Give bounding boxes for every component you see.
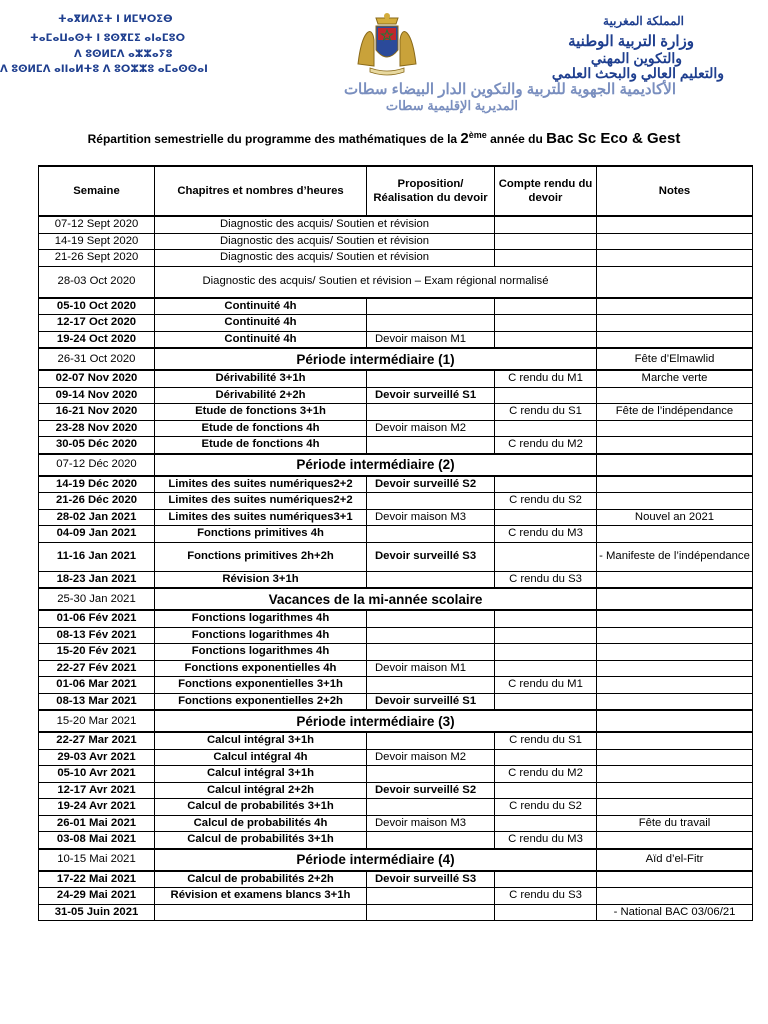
devoir-cell: Devoir surveillé S2 — [367, 476, 495, 493]
table-row — [39, 660, 753, 677]
table-row — [39, 250, 753, 267]
table-row — [39, 266, 753, 298]
chapter-cell: Calcul de probabilités 4h — [155, 815, 367, 832]
notes-cell — [597, 782, 753, 799]
compte-cell: C rendu du S3 — [495, 888, 597, 905]
notes-cell — [597, 298, 753, 315]
compte-cell — [495, 871, 597, 888]
chapter-cell: Révision et examens blancs 3+1h — [155, 888, 367, 905]
week-cell: 21-26 Sept 2020 — [39, 250, 155, 267]
table-row — [39, 387, 753, 404]
notes-cell: - Manifeste de l’indépendance — [597, 542, 753, 571]
period-label: Période intermédiaire (1) — [155, 348, 597, 370]
title-prefix: Répartition semestrielle du programme des mathématiques de la — [87, 132, 461, 146]
table-row — [39, 766, 753, 783]
week-cell: 14-19 Déc 2020 — [39, 476, 155, 493]
chapter-cell: Calcul intégral 2+2h — [155, 782, 367, 799]
chapter-cell: Diagnostic des acquis/ Soutien et révision — [155, 250, 495, 267]
notes-cell — [597, 660, 753, 677]
table-row — [39, 370, 753, 387]
notes-cell — [597, 454, 753, 476]
notes-cell: Fête du travail — [597, 815, 753, 832]
devoir-cell — [367, 437, 495, 454]
week-cell: 10-15 Mai 2021 — [39, 849, 155, 871]
coat-of-arms-icon — [352, 10, 422, 76]
devoir-cell: Devoir maison M2 — [367, 749, 495, 766]
devoir-cell — [367, 370, 495, 387]
week-cell: 28-02 Jan 2021 — [39, 509, 155, 526]
week-cell: 28-03 Oct 2020 — [39, 266, 155, 298]
compte-cell — [495, 216, 597, 233]
table-row — [39, 476, 753, 493]
header-row — [39, 166, 753, 216]
week-cell: 02-07 Nov 2020 — [39, 370, 155, 387]
compte-cell — [495, 331, 597, 348]
tifinagh-line: ⵜⴰⴳⵍⴷⵉⵜ ⵏ ⵍⵎⵖⵔⵉⴱ — [58, 14, 173, 25]
notes-cell — [597, 627, 753, 644]
tifinagh-line: ⴷ ⵓⵙⵍⵎⴷ ⴰⵏⵏⴰⵍⵜⵓ ⴷ ⵓⵔⵣⵣⵓ ⴰⵎⴰⵙⵙⴰⵏ — [0, 64, 208, 75]
compte-cell — [495, 749, 597, 766]
notes-cell — [597, 331, 753, 348]
notes-cell — [597, 266, 753, 298]
compte-cell: C rendu du M2 — [495, 766, 597, 783]
devoir-cell — [367, 677, 495, 694]
notes-cell — [597, 832, 753, 849]
devoir-cell: Devoir surveillé S1 — [367, 693, 495, 710]
notes-cell — [597, 476, 753, 493]
week-cell: 07-12 Déc 2020 — [39, 454, 155, 476]
compte-cell — [495, 904, 597, 921]
chapter-cell: Calcul intégral 3+1h — [155, 732, 367, 749]
week-cell: 12-17 Avr 2021 — [39, 782, 155, 799]
week-cell: 07-12 Sept 2020 — [39, 216, 155, 233]
week-cell: 29-03 Avr 2021 — [39, 749, 155, 766]
table-row — [39, 749, 753, 766]
chapter-cell: Limites des suites numériques2+2 — [155, 476, 367, 493]
column-header: Semaine — [39, 166, 155, 216]
chapter-cell: Diagnostic des acquis/ Soutien et révision — [155, 233, 495, 250]
notes-cell — [597, 437, 753, 454]
column-header: Chapitres et nombres d’heures — [155, 166, 367, 216]
week-cell: 24-29 Mai 2021 — [39, 888, 155, 905]
notes-cell — [597, 233, 753, 250]
notes-cell — [597, 871, 753, 888]
week-cell: 19-24 Oct 2020 — [39, 331, 155, 348]
compte-cell: C rendu du M1 — [495, 677, 597, 694]
notes-cell — [597, 588, 753, 610]
notes-cell — [597, 888, 753, 905]
week-cell: 22-27 Mar 2021 — [39, 732, 155, 749]
table-row — [39, 348, 753, 370]
compte-cell — [495, 315, 597, 332]
period-label: Vacances de la mi-année scolaire — [155, 588, 597, 610]
table-row — [39, 782, 753, 799]
compte-cell: C rendu du S2 — [495, 493, 597, 510]
chapter-cell: Calcul de probabilités 3+1h — [155, 799, 367, 816]
devoir-cell — [367, 644, 495, 661]
chapter-cell: Fonctions logarithmes 4h — [155, 627, 367, 644]
compte-cell — [495, 250, 597, 267]
title-ordinal-sup: ème — [468, 130, 487, 140]
week-cell: 23-28 Nov 2020 — [39, 420, 155, 437]
compte-cell — [495, 660, 597, 677]
notes-cell — [597, 644, 753, 661]
table-row — [39, 404, 753, 421]
table-row — [39, 315, 753, 332]
table-row — [39, 832, 753, 849]
devoir-cell — [367, 571, 495, 588]
table-row — [39, 454, 753, 476]
title-ordinal: 2 — [460, 130, 469, 147]
table-row — [39, 732, 753, 749]
week-cell: 05-10 Avr 2021 — [39, 766, 155, 783]
devoir-cell: Devoir surveillé S2 — [367, 782, 495, 799]
arabic-line: الأكاديمية الجهوية للتربية والتكوين الدار البيضاء سطات — [343, 81, 676, 98]
chapter-cell: Continuité 4h — [155, 315, 367, 332]
table-row — [39, 571, 753, 588]
table-row — [39, 815, 753, 832]
devoir-cell — [367, 766, 495, 783]
arabic-line: المديرية الإقليمية سطات — [385, 98, 518, 113]
table-row — [39, 420, 753, 437]
table-row — [39, 677, 753, 694]
compte-cell: C rendu du M3 — [495, 832, 597, 849]
week-cell: 08-13 Mar 2021 — [39, 693, 155, 710]
week-cell: 17-22 Mai 2021 — [39, 871, 155, 888]
week-cell: 31-05 Juin 2021 — [39, 904, 155, 921]
compte-cell — [495, 387, 597, 404]
table-row — [39, 710, 753, 732]
chapter-cell: Etude de fonctions 4h — [155, 437, 367, 454]
devoir-cell — [367, 732, 495, 749]
notes-cell — [597, 387, 753, 404]
notes-cell — [597, 571, 753, 588]
compte-cell — [495, 420, 597, 437]
week-cell: 19-24 Avr 2021 — [39, 799, 155, 816]
compte-cell — [495, 644, 597, 661]
notes-cell: Fête de l’indépendance — [597, 404, 753, 421]
compte-cell: C rendu du S2 — [495, 799, 597, 816]
week-cell: 12-17 Oct 2020 — [39, 315, 155, 332]
compte-cell — [495, 610, 597, 627]
chapter-cell: Calcul de probabilités 2+2h — [155, 871, 367, 888]
table-row — [39, 871, 753, 888]
table-row — [39, 799, 753, 816]
table-row — [39, 526, 753, 543]
table-row — [39, 888, 753, 905]
column-header: Notes — [597, 166, 753, 216]
notes-cell: Aïd d’el-Fitr — [597, 849, 753, 871]
week-cell: 22-27 Fév 2021 — [39, 660, 155, 677]
devoir-cell — [367, 904, 495, 921]
notes-cell — [597, 420, 753, 437]
page-title — [0, 130, 768, 147]
notes-cell — [597, 677, 753, 694]
compte-cell: C rendu du S1 — [495, 404, 597, 421]
period-label: Période intermédiaire (2) — [155, 454, 597, 476]
chapter-cell: Fonctions primitives 4h — [155, 526, 367, 543]
compte-cell — [495, 627, 597, 644]
table-row — [39, 542, 753, 571]
devoir-cell — [367, 888, 495, 905]
week-cell: 05-10 Oct 2020 — [39, 298, 155, 315]
devoir-cell: Devoir surveillé S3 — [367, 542, 495, 571]
table-row — [39, 904, 753, 921]
schedule-table — [38, 165, 753, 921]
compte-cell: C rendu du S1 — [495, 732, 597, 749]
chapter-cell: Calcul de probabilités 3+1h — [155, 832, 367, 849]
arabic-line: والتكوين المهني — [590, 50, 682, 66]
letterhead — [0, 0, 768, 120]
devoir-cell: Devoir surveillé S3 — [367, 871, 495, 888]
chapter-cell: Etude de fonctions 3+1h — [155, 404, 367, 421]
table-row — [39, 437, 753, 454]
notes-cell: Marche verte — [597, 370, 753, 387]
table-row — [39, 509, 753, 526]
compte-cell — [495, 815, 597, 832]
notes-cell — [597, 799, 753, 816]
devoir-cell: Devoir maison M3 — [367, 815, 495, 832]
tifinagh-line: ⴷ ⵓⵙⵍⵎⴷ ⴰⵣⵣⴰⵢⵓ — [74, 49, 173, 60]
chapter-cell: Fonctions logarithmes 4h — [155, 644, 367, 661]
notes-cell — [597, 693, 753, 710]
compte-cell — [495, 233, 597, 250]
chapter-cell: Calcul intégral 4h — [155, 749, 367, 766]
chapter-cell: Fonctions exponentielles 2+2h — [155, 693, 367, 710]
notes-cell — [597, 526, 753, 543]
chapter-cell: Diagnostic des acquis/ Soutien et révision – Exam régional normalisé — [155, 266, 597, 298]
chapter-cell: Continuité 4h — [155, 298, 367, 315]
chapter-cell: Révision 3+1h — [155, 571, 367, 588]
devoir-cell: Devoir maison M3 — [367, 509, 495, 526]
compte-cell: C rendu du M3 — [495, 526, 597, 543]
week-cell: 18-23 Jan 2021 — [39, 571, 155, 588]
notes-cell: Nouvel an 2021 — [597, 509, 753, 526]
week-cell: 01-06 Fév 2021 — [39, 610, 155, 627]
notes-cell — [597, 493, 753, 510]
week-cell: 09-14 Nov 2020 — [39, 387, 155, 404]
devoir-cell — [367, 832, 495, 849]
table-row — [39, 493, 753, 510]
compte-cell — [495, 298, 597, 315]
table-row — [39, 849, 753, 871]
arabic-line: وزارة التربية الوطنية — [568, 33, 694, 50]
week-cell: 26-01 Mai 2021 — [39, 815, 155, 832]
chapter-cell: Fonctions exponentielles 3+1h — [155, 677, 367, 694]
chapter-cell: Fonctions logarithmes 4h — [155, 610, 367, 627]
table-row — [39, 331, 753, 348]
chapter-cell — [155, 904, 367, 921]
compte-cell: C rendu du M2 — [495, 437, 597, 454]
chapter-cell: Limites des suites numériques3+1 — [155, 509, 367, 526]
devoir-cell — [367, 315, 495, 332]
compte-cell: C rendu du M1 — [495, 370, 597, 387]
table-row — [39, 298, 753, 315]
devoir-cell — [367, 404, 495, 421]
tifinagh-line: ⵜⴰⵎⴰⵡⴰⵙⵜ ⵏ ⵓⵙⴳⵎⵉ ⴰⵏⴰⵎⵓⵔ — [30, 33, 185, 44]
chapter-cell: Calcul intégral 3+1h — [155, 766, 367, 783]
compte-cell — [495, 509, 597, 526]
devoir-cell: Devoir maison M1 — [367, 660, 495, 677]
week-cell: 15-20 Mar 2021 — [39, 710, 155, 732]
arabic-line: المملكة المغربية — [603, 14, 684, 28]
table-row — [39, 588, 753, 610]
week-cell: 15-20 Fév 2021 — [39, 644, 155, 661]
chapter-cell: Diagnostic des acquis/ Soutien et révision — [155, 216, 495, 233]
devoir-cell — [367, 799, 495, 816]
devoir-cell — [367, 627, 495, 644]
chapter-cell: Continuité 4h — [155, 331, 367, 348]
devoir-cell — [367, 493, 495, 510]
title-track: Bac Sc Eco & Gest — [546, 130, 681, 147]
notes-cell — [597, 710, 753, 732]
devoir-cell: Devoir surveillé S1 — [367, 387, 495, 404]
devoir-cell: Devoir maison M2 — [367, 420, 495, 437]
compte-cell — [495, 782, 597, 799]
notes-cell — [597, 766, 753, 783]
table-row — [39, 610, 753, 627]
period-label: Période intermédiaire (4) — [155, 849, 597, 871]
table-row — [39, 233, 753, 250]
chapter-cell: Limites des suites numériques2+2 — [155, 493, 367, 510]
table-row — [39, 644, 753, 661]
period-label: Période intermédiaire (3) — [155, 710, 597, 732]
column-header: Compte rendu du devoir — [495, 166, 597, 216]
chapter-cell: Fonctions exponentielles 4h — [155, 660, 367, 677]
compte-cell — [495, 542, 597, 571]
title-middle: année du — [486, 132, 547, 146]
week-cell: 25-30 Jan 2021 — [39, 588, 155, 610]
table-row — [39, 693, 753, 710]
notes-cell — [597, 250, 753, 267]
devoir-cell: Devoir maison M1 — [367, 331, 495, 348]
week-cell: 11-16 Jan 2021 — [39, 542, 155, 571]
week-cell: 14-19 Sept 2020 — [39, 233, 155, 250]
week-cell: 21-26 Déc 2020 — [39, 493, 155, 510]
week-cell: 30-05 Déc 2020 — [39, 437, 155, 454]
notes-cell — [597, 732, 753, 749]
week-cell: 01-06 Mar 2021 — [39, 677, 155, 694]
arabic-line: والتعليم العالي والبحث العلمي — [551, 65, 724, 81]
compte-cell — [495, 476, 597, 493]
table-row — [39, 216, 753, 233]
compte-cell: C rendu du S3 — [495, 571, 597, 588]
notes-cell: - National BAC 03/06/21 — [597, 904, 753, 921]
compte-cell — [495, 693, 597, 710]
devoir-cell — [367, 298, 495, 315]
table-row — [39, 627, 753, 644]
week-cell: 03-08 Mai 2021 — [39, 832, 155, 849]
week-cell: 26-31 Oct 2020 — [39, 348, 155, 370]
notes-cell — [597, 315, 753, 332]
chapter-cell: Etude de fonctions 4h — [155, 420, 367, 437]
notes-cell — [597, 610, 753, 627]
week-cell: 08-13 Fév 2021 — [39, 627, 155, 644]
notes-cell — [597, 216, 753, 233]
week-cell: 04-09 Jan 2021 — [39, 526, 155, 543]
notes-cell: Fête d’Elmawlid — [597, 348, 753, 370]
chapter-cell: Fonctions primitives 2h+2h — [155, 542, 367, 571]
week-cell: 16-21 Nov 2020 — [39, 404, 155, 421]
chapter-cell: Dérivabilité 3+1h — [155, 370, 367, 387]
column-header: Proposition/ Réalisation du devoir — [367, 166, 495, 216]
devoir-cell — [367, 610, 495, 627]
notes-cell — [597, 749, 753, 766]
chapter-cell: Dérivabilité 2+2h — [155, 387, 367, 404]
devoir-cell — [367, 526, 495, 543]
